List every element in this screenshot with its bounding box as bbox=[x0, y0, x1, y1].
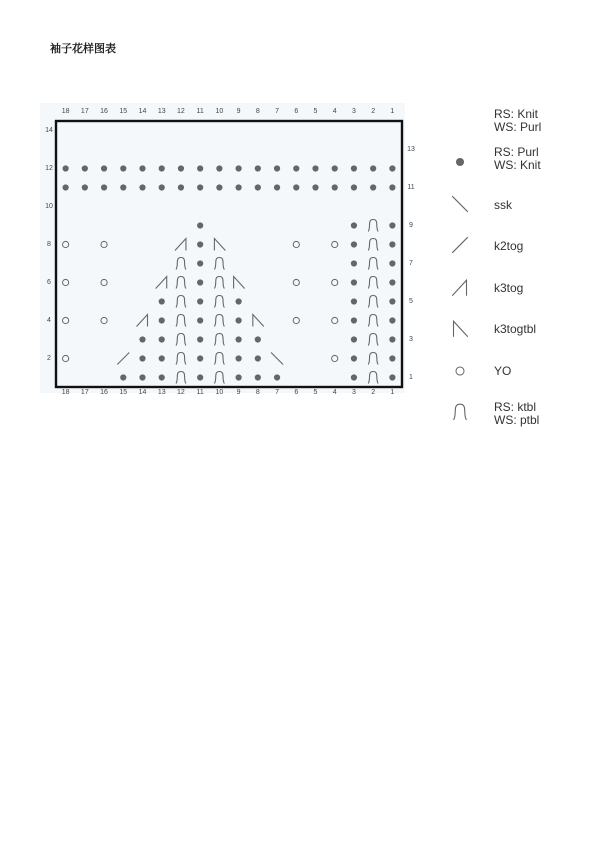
stitch-dot bbox=[197, 317, 203, 323]
chart-border bbox=[56, 121, 402, 387]
column-number-top: 17 bbox=[80, 108, 89, 115]
stitch-dot bbox=[120, 184, 126, 190]
stitch-dot bbox=[236, 317, 242, 323]
stitch-dot bbox=[197, 336, 203, 342]
stitch-dot bbox=[351, 165, 357, 171]
stitch-k3tog bbox=[156, 277, 167, 289]
legend-label: YO bbox=[494, 364, 512, 378]
stitch-dot bbox=[178, 184, 184, 190]
stitch-dot bbox=[389, 317, 395, 323]
stitch-ktbl bbox=[214, 296, 224, 308]
legend-symbol-k3tog bbox=[452, 280, 466, 296]
column-number-bottom: 8 bbox=[255, 389, 260, 396]
column-number-top: 15 bbox=[119, 108, 128, 115]
column-number-top: 5 bbox=[313, 108, 318, 115]
stitch-k3togtbl bbox=[253, 315, 264, 327]
stitch-dot bbox=[197, 298, 203, 304]
stitch-dot bbox=[63, 165, 69, 171]
column-number-bottom: 1 bbox=[390, 389, 395, 396]
stitch-ktbl bbox=[176, 334, 186, 346]
legend-symbol-dot bbox=[456, 158, 464, 166]
stitch-ktbl bbox=[176, 315, 186, 327]
stitch-ktbl bbox=[214, 353, 224, 365]
column-number-bottom: 9 bbox=[236, 389, 241, 396]
stitch-k3tog bbox=[175, 239, 186, 251]
stitch-dot bbox=[389, 165, 395, 171]
row-number-right: 3 bbox=[409, 335, 413, 343]
stitch-yo bbox=[332, 317, 338, 323]
legend-label: RS: Knit bbox=[494, 107, 539, 121]
stitch-yo bbox=[101, 279, 107, 285]
legend-label-secondary: WS: Knit bbox=[494, 158, 541, 172]
column-number-bottom: 15 bbox=[119, 389, 128, 396]
row-number-left: 8 bbox=[47, 240, 51, 248]
stitch-dot bbox=[389, 336, 395, 342]
column-number-top: 11 bbox=[196, 108, 204, 115]
stitch-ktbl bbox=[176, 296, 186, 308]
stitch-dot bbox=[332, 165, 338, 171]
column-number-top: 1 bbox=[390, 108, 395, 115]
stitch-dot bbox=[159, 336, 165, 342]
row-number-left: 10 bbox=[45, 202, 53, 210]
stitch-k3tog bbox=[137, 315, 148, 327]
stitch-dot bbox=[139, 184, 145, 190]
legend-label-secondary: WS: ptbl bbox=[494, 413, 540, 427]
column-number-top: 3 bbox=[351, 108, 356, 115]
column-number-top: 10 bbox=[215, 108, 224, 115]
stitch-dot bbox=[139, 374, 145, 380]
stitch-ktbl bbox=[176, 372, 186, 384]
column-number-top: 6 bbox=[294, 108, 299, 115]
stitch-dot bbox=[332, 184, 338, 190]
stitch-ktbl bbox=[214, 277, 224, 289]
column-number-bottom: 5 bbox=[313, 389, 318, 396]
legend-label: RS: ktbl bbox=[494, 400, 537, 414]
stitch-dot bbox=[274, 165, 280, 171]
column-number-bottom: 10 bbox=[215, 389, 224, 396]
row-number-left: 4 bbox=[47, 316, 51, 324]
column-number-top: 9 bbox=[236, 108, 241, 115]
stitch-yo bbox=[63, 355, 69, 361]
stitch-ssk bbox=[271, 353, 283, 365]
stitch-dot bbox=[255, 165, 261, 171]
stitch-dot bbox=[389, 355, 395, 361]
legend-symbol-yo bbox=[456, 367, 464, 375]
column-number-top: 2 bbox=[371, 108, 376, 115]
stitch-dot bbox=[351, 374, 357, 380]
stitch-dot bbox=[351, 317, 357, 323]
stitch-dot bbox=[159, 298, 165, 304]
stitch-yo bbox=[293, 317, 299, 323]
stitch-dot bbox=[255, 374, 261, 380]
stitch-ktbl bbox=[176, 258, 186, 270]
stitch-yo bbox=[293, 279, 299, 285]
stitch-dot bbox=[197, 241, 203, 247]
stitch-dot bbox=[312, 165, 318, 171]
stitch-yo bbox=[332, 279, 338, 285]
stitch-ktbl bbox=[368, 220, 378, 232]
stitch-dot bbox=[255, 336, 261, 342]
stitch-k3togtbl bbox=[214, 239, 225, 251]
column-number-bottom: 6 bbox=[294, 389, 299, 396]
stitch-dot bbox=[255, 184, 261, 190]
stitch-dot bbox=[159, 184, 165, 190]
stitch-dot bbox=[63, 184, 69, 190]
page-title: 袖子花样图表 bbox=[50, 42, 116, 55]
stitch-yo bbox=[332, 355, 338, 361]
stitch-dot bbox=[178, 165, 184, 171]
column-number-bottom: 14 bbox=[138, 389, 147, 396]
stitch-dot bbox=[159, 165, 165, 171]
column-number-top: 7 bbox=[275, 108, 279, 115]
stitch-dot bbox=[101, 165, 107, 171]
stitch-dot bbox=[236, 184, 242, 190]
stitch-dot bbox=[216, 165, 222, 171]
row-number-right: 5 bbox=[409, 297, 413, 305]
stitch-dot bbox=[274, 374, 280, 380]
stitch-dot bbox=[312, 184, 318, 190]
stitch-ktbl bbox=[368, 353, 378, 365]
stitch-dot bbox=[389, 241, 395, 247]
stitch-dot bbox=[197, 184, 203, 190]
row-number-left: 14 bbox=[45, 126, 53, 134]
legend-symbol-ssk bbox=[452, 196, 468, 212]
legend-symbol-k2tog bbox=[452, 237, 468, 253]
column-number-top: 12 bbox=[177, 108, 185, 115]
stitch-dot bbox=[293, 184, 299, 190]
stitch-dot bbox=[197, 260, 203, 266]
stitch-dot bbox=[389, 222, 395, 228]
stitch-dot bbox=[82, 165, 88, 171]
stitch-ktbl bbox=[368, 258, 378, 270]
stitch-ktbl bbox=[368, 296, 378, 308]
column-number-bottom: 18 bbox=[61, 389, 70, 396]
stitch-dot bbox=[351, 355, 357, 361]
stitch-yo bbox=[101, 317, 107, 323]
stitch-dot bbox=[236, 336, 242, 342]
stitch-dot bbox=[389, 279, 395, 285]
stitch-dot bbox=[351, 241, 357, 247]
column-number-top: 14 bbox=[138, 108, 147, 115]
stitch-dot bbox=[101, 184, 107, 190]
stitch-dot bbox=[197, 165, 203, 171]
legend-label: k3togtbl bbox=[494, 322, 537, 336]
stitch-dot bbox=[197, 374, 203, 380]
column-number-bottom: 4 bbox=[332, 389, 337, 396]
stitch-dot bbox=[197, 279, 203, 285]
stitch-dot bbox=[82, 184, 88, 190]
row-number-right: 9 bbox=[409, 221, 413, 229]
stitch-dot bbox=[197, 222, 203, 228]
stitch-dot bbox=[159, 317, 165, 323]
legend-label: ssk bbox=[494, 198, 512, 212]
column-number-bottom: 13 bbox=[157, 389, 166, 396]
column-number-bottom: 12 bbox=[177, 389, 185, 396]
stitch-ktbl bbox=[176, 277, 186, 289]
stitch-ktbl bbox=[368, 277, 378, 289]
stitch-dot bbox=[159, 374, 165, 380]
column-number-bottom: 3 bbox=[351, 389, 356, 396]
stitch-yo bbox=[63, 241, 69, 247]
stitch-dot bbox=[389, 184, 395, 190]
legend-label: k3tog bbox=[494, 281, 524, 295]
column-number-top: 18 bbox=[61, 108, 70, 115]
legend-symbol-k3togtbl bbox=[454, 321, 468, 337]
stitch-ktbl bbox=[368, 334, 378, 346]
stitch-dot bbox=[351, 222, 357, 228]
column-number-top: 4 bbox=[332, 108, 337, 115]
row-number-right: 13 bbox=[407, 145, 415, 153]
stitch-yo bbox=[101, 241, 107, 247]
legend-label-secondary: WS: Purl bbox=[494, 120, 542, 134]
stitch-yo bbox=[63, 279, 69, 285]
column-number-bottom: 16 bbox=[100, 389, 108, 396]
column-number-bottom: 2 bbox=[371, 389, 376, 396]
column-number-top: 8 bbox=[255, 108, 260, 115]
row-number-right: 11 bbox=[407, 183, 415, 191]
stitch-ktbl bbox=[214, 334, 224, 346]
stitch-dot bbox=[255, 355, 261, 361]
stitch-dot bbox=[351, 184, 357, 190]
stitch-dot bbox=[370, 184, 376, 190]
stitch-dot bbox=[159, 355, 165, 361]
stitch-ktbl bbox=[176, 353, 186, 365]
stitch-dot bbox=[236, 165, 242, 171]
stitch-ktbl bbox=[368, 315, 378, 327]
stitch-dot bbox=[216, 184, 222, 190]
stitch-dot bbox=[236, 355, 242, 361]
stitch-dot bbox=[139, 165, 145, 171]
legend-label: RS: Purl bbox=[494, 145, 539, 159]
column-number-top: 16 bbox=[100, 108, 108, 115]
stitch-ktbl bbox=[214, 372, 224, 384]
stitch-k2tog bbox=[117, 353, 129, 365]
column-number-bottom: 17 bbox=[80, 389, 89, 396]
stitch-yo bbox=[293, 241, 299, 247]
stitch-dot bbox=[274, 184, 280, 190]
stitch-dot bbox=[389, 298, 395, 304]
stitch-dot bbox=[351, 279, 357, 285]
row-number-left: 2 bbox=[47, 354, 51, 362]
legend-label: k2tog bbox=[494, 239, 524, 253]
stitch-dot bbox=[351, 298, 357, 304]
stitch-dot bbox=[139, 336, 145, 342]
stitch-k3togtbl bbox=[234, 277, 245, 289]
stitch-yo bbox=[63, 317, 69, 323]
stitch-ktbl bbox=[214, 258, 224, 270]
stitch-dot bbox=[293, 165, 299, 171]
stitch-dot bbox=[370, 165, 376, 171]
stitch-dot bbox=[389, 260, 395, 266]
stitch-dot bbox=[120, 374, 126, 380]
stitch-dot bbox=[236, 298, 242, 304]
stitch-dot bbox=[197, 355, 203, 361]
legend-symbols bbox=[440, 105, 480, 435]
row-number-right: 1 bbox=[409, 373, 413, 381]
column-number-bottom: 7 bbox=[275, 389, 279, 396]
stitch-dot bbox=[389, 374, 395, 380]
column-number-bottom: 11 bbox=[196, 389, 204, 396]
stitch-dot bbox=[120, 165, 126, 171]
row-number-right: 7 bbox=[409, 259, 413, 267]
stitch-ktbl bbox=[368, 239, 378, 251]
stitch-dot bbox=[351, 336, 357, 342]
stitch-dot bbox=[139, 355, 145, 361]
column-number-top: 13 bbox=[157, 108, 166, 115]
stitch-dot bbox=[351, 260, 357, 266]
stitch-dot bbox=[236, 374, 242, 380]
stitch-ktbl bbox=[368, 372, 378, 384]
row-number-left: 12 bbox=[45, 164, 53, 172]
stitch-yo bbox=[332, 241, 338, 247]
stitch-ktbl bbox=[214, 315, 224, 327]
row-number-left: 6 bbox=[47, 278, 51, 286]
legend-symbol-ktbl bbox=[454, 404, 467, 420]
